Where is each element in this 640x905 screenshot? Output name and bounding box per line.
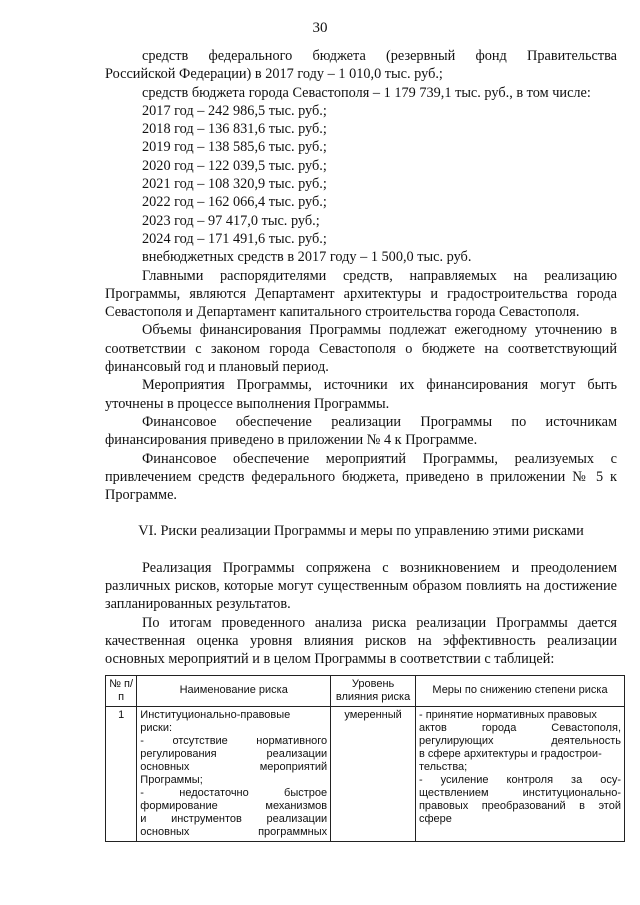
federal-funds-line-2: Российской Федерации) в 2017 году – 1 010,0 тыс. руб.; bbox=[105, 66, 443, 83]
year-line: 2021 год – 108 320,9 тыс. руб.; bbox=[142, 176, 327, 193]
risk-table bbox=[105, 675, 625, 842]
cell-text-line: основных программных bbox=[140, 825, 328, 838]
cell-text-line: в сфере архитектуры и градострои- bbox=[418, 747, 602, 760]
cell-text-line: Институционально-правовые bbox=[140, 708, 291, 721]
year-line: 2020 год – 122 039,5 тыс. руб.; bbox=[142, 157, 327, 174]
section-title: VI. Риски реализации Программы и меры по управлению этими рисками bbox=[138, 523, 584, 540]
cell-text-line: основных мероприятий bbox=[140, 760, 328, 773]
year-line: 2024 год – 171 491,6 тыс. руб.; bbox=[142, 230, 327, 247]
year-line: 2022 год – 162 066,4 тыс. руб.; bbox=[142, 194, 327, 211]
paragraph-appendix-4: Финансовое обеспечение реализации Программы по источникам финансирования приведено в приложении № 4 к Программе. bbox=[105, 413, 617, 449]
year-line: 2018 год – 136 831,6 тыс. руб.; bbox=[142, 121, 327, 138]
cell-text-line: правовых преобразований в этой bbox=[418, 799, 621, 812]
year-line: 2019 год – 138 585,6 тыс. руб.; bbox=[142, 139, 327, 156]
paragraph-volumes: Объемы финансирования Программы подлежат ежегодному уточнению в соответствии с законом города Севастополя о бюджете на соответствующий финансовый год и плановый период. bbox=[105, 322, 617, 376]
cell-risk-level: умеренный bbox=[331, 706, 416, 841]
cell-text-line: регулирования реализации bbox=[140, 747, 328, 760]
year-line: 2017 год – 242 986,5 тыс. руб.; bbox=[142, 102, 327, 119]
paragraph-risks-analysis: По итогам проведенного анализа риска реализации Программы дается качественная оценка уровня влияния рисков на эффективность реализации основных мероприятий и в целом Программы в соответствии с таблицей: bbox=[105, 614, 617, 668]
paragraph-risks-intro: Реализация Программы сопряжена с возникновением и преодолением различных рисков, которые могут существенным образом повлиять на достижение запланированных результатов. bbox=[105, 559, 617, 613]
cell-text-line: формирование механизмов bbox=[140, 799, 328, 812]
year-line: 2023 год – 97 417,0 тыс. руб.; bbox=[142, 212, 320, 229]
paragraph-measures: Мероприятия Программы, источники их финансирования могут быть уточнены в процессе выполнения Программы. bbox=[105, 377, 617, 412]
header-num: № п/п bbox=[106, 675, 137, 706]
cell-text-line: - отсутствие нормативного bbox=[140, 734, 328, 747]
cell-text-line: регулирующих деятельность bbox=[418, 734, 621, 747]
cell-text-line: Программы; bbox=[140, 773, 203, 786]
header-risk-name: Наименование риска bbox=[137, 675, 331, 706]
header-risk-level: Уровень влияния риска bbox=[331, 675, 416, 706]
cell-text-line: актов города Севастополя, bbox=[418, 721, 621, 734]
cell-num: 1 bbox=[106, 706, 137, 841]
cell-measures bbox=[415, 706, 624, 841]
document-body bbox=[105, 47, 621, 842]
cell-text-line: тельства; bbox=[418, 760, 468, 773]
city-budget-line: средств бюджета города Севастополя – 1 179 739,1 тыс. руб., в том числе: bbox=[142, 84, 591, 101]
cell-text-line: - усиление контроля за осу- bbox=[418, 773, 621, 786]
header-measures: Меры по снижению степени риска bbox=[415, 675, 624, 706]
offbudget-line: внебюджетных средств в 2017 году – 1 500,0 тыс. руб. bbox=[142, 249, 472, 266]
cell-text-line: и инструментов реализации bbox=[140, 812, 328, 825]
cell-text-line: - принятие нормативных правовых bbox=[418, 708, 597, 721]
cell-text-line: - недостаточно быстрое bbox=[140, 786, 328, 799]
page-number: 30 bbox=[312, 20, 328, 36]
paragraph-managers: Главными распорядителями средств, направляемых на реализацию Программы, являются Департамент архитектуры и градостроительства города Севастополя и Департамент капитального строительства города Севастополя. bbox=[105, 267, 617, 321]
cell-text-line: сфере bbox=[418, 812, 452, 825]
cell-text-line: риски: bbox=[140, 721, 173, 734]
table-header-row bbox=[106, 675, 625, 706]
table-row bbox=[106, 706, 625, 841]
paragraph-appendix-5: Финансовое обеспечение мероприятий Программы, реализуемых с привлечением средств федерального бюджета, приведено в приложении № 5 к Программе. bbox=[105, 450, 617, 504]
cell-risk-name bbox=[137, 706, 331, 841]
federal-funds-line: средств федерального бюджета (резервный фонд Правительства bbox=[142, 48, 617, 64]
cell-text-line: ществлением институционально- bbox=[418, 786, 621, 799]
